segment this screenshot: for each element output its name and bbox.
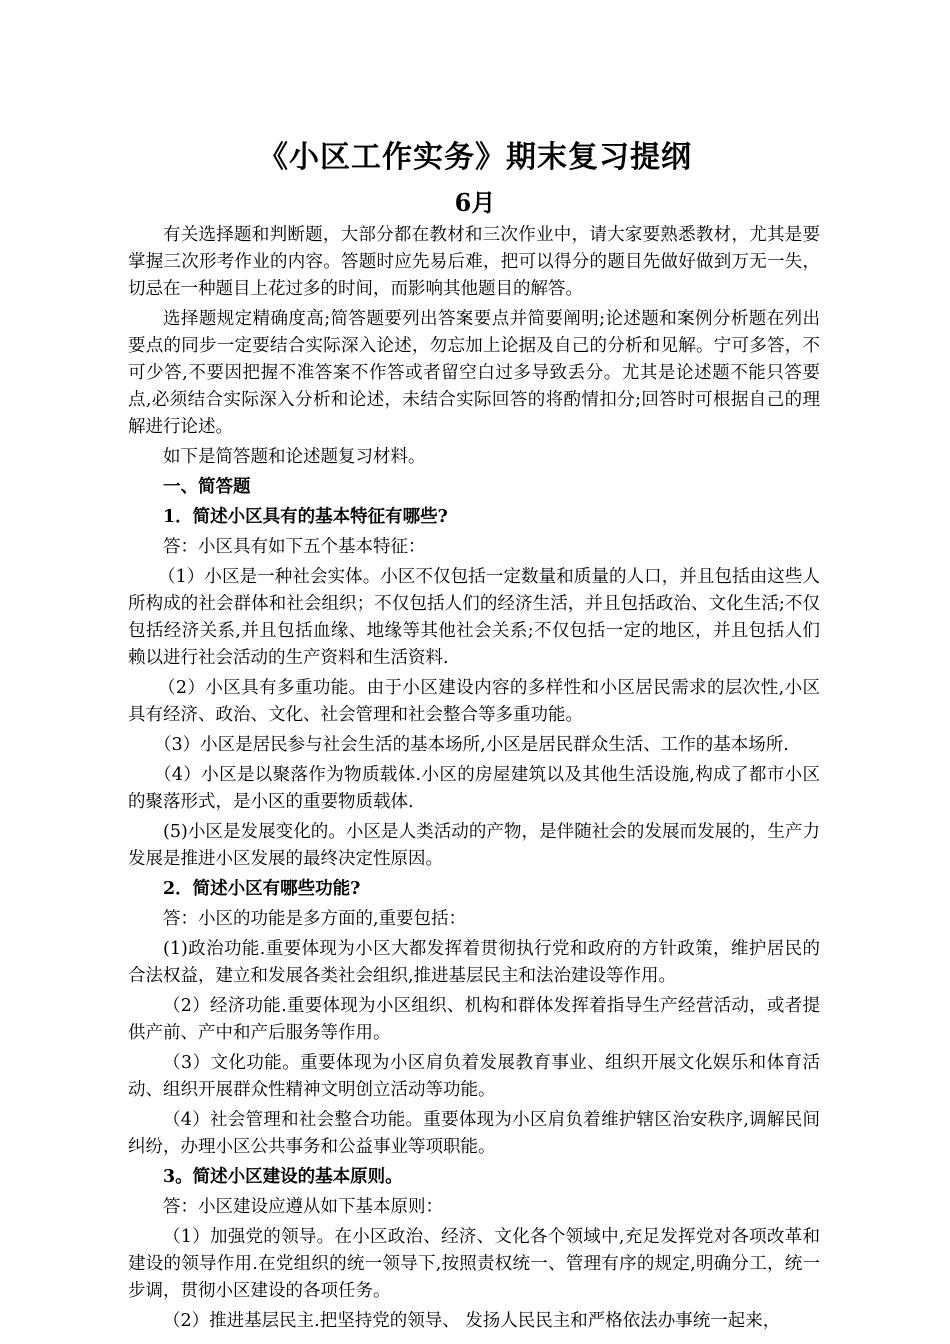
paragraph: (5)小区是发展变化的。小区是人类活动的产物，是伴随社会的发展而发展的，生产力发展是推进小区发展的最终决定性原因。: [128, 822, 820, 869]
paragraph: （2）小区具有多重功能。由于小区建设内容的多样性和小区居民需求的层次性,小区具有经济、政治、文化、社会管理和社会整合等多重功能。: [128, 678, 820, 725]
paragraph: 1．简述小区具有的基本特征有哪些?: [163, 507, 448, 527]
document-title: 《小区工作实务》期末复习提纲: [258, 140, 692, 175]
paragraph: (1)政治功能.重要体现为小区大都发挥着贯彻执行党和政府的方针政策，维护居民的合法权益，建立和发展各类社会组织,推进基层民主和法治建设等作用。: [128, 939, 820, 986]
paragraph: （2）推进基层民主.把坚持党的领导、 发扬人民民主和严格依法办事统一起来，: [163, 1311, 781, 1331]
paragraph: 如下是简答题和论述题复习材料。: [163, 447, 426, 467]
paragraph: （2）经济功能.重要体现为小区组织、机构和群体发挥着指导生产经营活动，或者提供产前、产中和产后服务等作用。: [128, 996, 820, 1043]
paragraph: （4）小区是以聚落作为物质载体.小区的房屋建筑以及其他生活设施,构成了都市小区的聚落形式，是小区的重要物质载体.: [128, 765, 820, 812]
paragraph: 有关选择题和判断题，大部分都在教材和三次作业中，请大家要熟悉教材，尤其是要掌握三次形考作业的内容。答题时应先易后难，把可以得分的题目先做好做到万无一失，切忌在一种题目上花过多的时间，而影响其他题目的解答。: [128, 225, 820, 299]
document-subtitle: 6月: [454, 188, 496, 217]
paragraph: （1）小区是一种社会实体。小区不仅包括一定数量和质量的人口，并且包括由这些人所构成的社会群体和社会组织；不仅包括人们的经济生活，并且包括政治、文化生活;不仅包括经济关系,并且包括血缘、地缘等其他社会关系;不仅包括一定的地区，并且包括人们赖以进行社会活动的生产资料和生活资料.: [128, 567, 820, 668]
paragraph: 答：小区具有如下五个基本特征：: [163, 537, 426, 557]
paragraph: 2．简述小区有哪些功能?: [163, 879, 361, 899]
paragraph: （1）加强党的领导。在小区政治、经济、文化各个领域中,充足发挥党对各项改革和建设的领导作用.在党组织的统一领导下,按照责权统一、管理有序的规定,明确分工，统一步调，贯彻小区建设的各项任务。: [128, 1227, 820, 1301]
paragraph: 3。简述小区建设的基本原则。: [163, 1167, 403, 1187]
paragraph: 选择题规定精确度高;简答题要列出答案要点并简要阐明;论述题和案例分析题在列出要点的同步一定要结合实际深入论述，勿忘加上论据及自己的分析和见解。宁可多答，不可少答,不要因把握不准答案不作答或者留空白过多导致丢分。尤其是论述题不能只答要点,必须结合实际深入分析和论述，未结合实际回答的将酌情扣分;回答时可根据自己的理解进行论述。: [128, 309, 820, 437]
paragraph: 答：小区建设应遵从如下基本原则：: [163, 1197, 443, 1217]
paragraph: （3）文化功能。重要体现为小区肩负着发展教育事业、组织开展文化娱乐和体育活动、组织开展群众性精神文明创立活动等功能。: [128, 1053, 820, 1100]
paragraph: （3）小区是居民参与社会生活的基本场所,小区是居民群众生活、工作的基本场所.: [154, 735, 789, 755]
paragraph: （4）社会管理和社会整合功能。重要体现为小区肩负着维护辖区治安秩序,调解民间纠纷，办理小区公共事务和公益事业等项职能。: [128, 1110, 820, 1157]
document-body: [128, 222, 820, 1338]
paragraph: 答：小区的功能是多方面的,重要包括：: [163, 909, 467, 929]
paragraph: 一、简答题: [163, 477, 251, 497]
